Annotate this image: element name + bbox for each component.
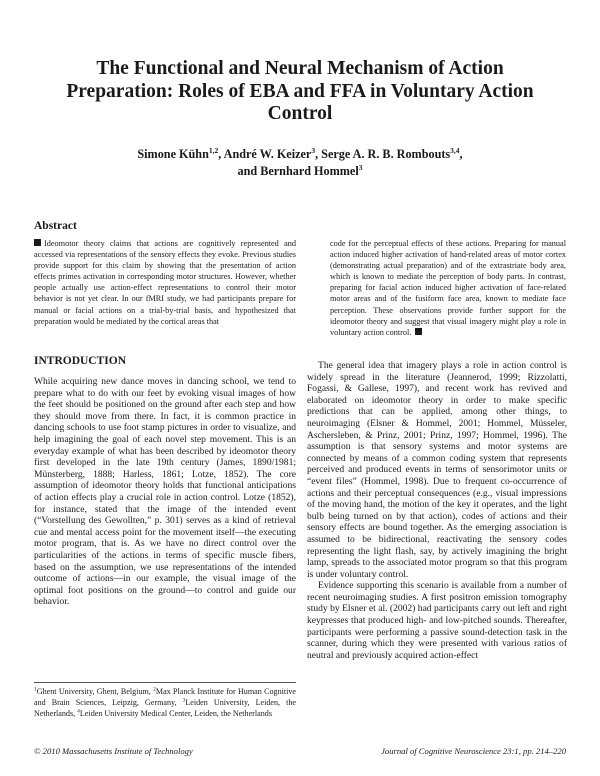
author-affiliation-sup: 1,2	[208, 145, 219, 155]
journal-citation-footer: Journal of Cognitive Neuroscience 23:1, pp. 214–220	[381, 746, 566, 756]
affiliation-footnote	[34, 682, 296, 719]
footnote-text: Leiden University, Leiden, the Netherlands,	[34, 698, 296, 718]
footnote-text: Max Planck Institute for Human Cognitive and Brain Sciences, Leipzig, Germany,	[34, 687, 297, 707]
abstract-column-left	[34, 238, 296, 327]
footnote-sup: 2	[153, 686, 156, 693]
body-column-right	[307, 360, 567, 661]
author-name: Bernhard Hommel	[260, 164, 359, 178]
abstract-heading: Abstract	[34, 220, 77, 232]
author-name: Simone Kühn	[137, 147, 209, 161]
square-end-mark-icon	[415, 328, 422, 335]
body-paragraph: The general idea that imagery plays a role in action control is widely spread in the literature (Jeannerod, 1999; Rizzolatti, Fogassi, & Gallese, 1997), and recent work has revived and elaborated on ideomotor theory in order to make specific predictions that can be applied, among other things, to neuroimaging (Elsner & Hommel, 2001; Hommel, Müsseler, Aschersleben, & Prinz, 2001; Prinz, 1997; Hommel, 1996). The assumption is that sensory systems and motor systems are connected by means of a common coding system that represents perceived and produced events in terms of sensorimotor units or “event files” (Hommel, 1998). Due to frequent co-occurrence of actions and their perceptual consequences (e.g., visual impressions of the moving hand, the motion of the key it operates, and the light bulb being turned on by that action), codes of actions and their sensory effects are bound together. As the emerging association is assumed to be bidirectional, reactivating the sensory codes representing the light flash, say, by actively imagining the bright lamp, spreads to the associated motor program so that this program is under voluntary control.	[307, 360, 567, 580]
copyright-footer: © 2010 Massachusetts Institute of Technology	[34, 746, 193, 756]
paper-title: The Functional and Neural Mechanism of Action Preparation: Roles of EBA and FFA in Voluntary Action Control	[66, 58, 534, 124]
author-name: André W. Keizer	[223, 147, 312, 161]
square-bullet-icon	[34, 239, 41, 246]
author-name: Serge A. R. B. Rombouts	[321, 147, 451, 161]
abstract-text-left: Ideomotor theory claims that actions are cognitively represented and accessed via representations of the sensory effects they evoke. Previous studies provide support for this claim by showing that the presentation of action effects primes activation in corresponding motor structures. However, whether people actually use action-effect representations to control their motor behavior is not yet clear. In our fMRI study, we had participants prepare for manual or facial actions on a trial-by-trial basis, and hypothesized that preparation would be mediated by the cortical areas that	[34, 239, 296, 326]
abstract-text-right: code for the perceptual effects of these actions. Preparing for manual action induced higher activation of hand-related areas of motor cortex (demonstrating actual preparation) and of the extrastriate body area, which is known to mediate the perception of body parts. In contrast, preparing for facial action induced higher activation of face-related motor areas and of the fusiform face area, known to mediate face perception. These observations provide further support for the ideomotor theory and suggest that visual imagery might play a role in voluntary action control.	[330, 239, 566, 337]
body-paragraph: While acquiring new dance moves in dancing school, we tend to prepare what to do with our feet by evoking visual images of how the feet should be positioned on the ground after each step and how they should move from there. In fact, it is common practice in dancing schools to use foot stamp pictures in order to visualize, and help imagining the goal of each novel step movement. This is an everyday example of what has been described by ideomotor theory first developed in the late 19th century (James, 1890/1981; Münsterberg, 1888; Harless, 1861; Lotze, 1852). The core assumption of ideomotor theory holds that functional anticipations of action effects play a crucial role in action control. Lotze (1852), for instance, stated that the image of the intended event (“Vorstellung des Gewollten,” p. 301) serves as a kind of retrieval cue and mental access point for the movement itself—the executing motor program, that is. As we have no direct control over the particularities of the actions in terms of specific muscle fibers, based on the assumption, we use representations of the intended outcome of actions—in our example, the visual image of the optimal foot positions on the ground—to control and guide our behavior.	[34, 376, 296, 608]
abstract-column-right	[330, 238, 566, 338]
author-list: Simone Kühn$^{1,2}$, André W. Keizer$^3$, Serge A. R. B. Rombouts$^{3,4}$, and Bernhard Hommel$^3$	[137, 145, 463, 178]
body-column-left	[34, 376, 296, 608]
footnote-text: Leiden University Medical Center, Leiden, the Netherlands	[79, 709, 272, 718]
footnote-sup: 3	[182, 697, 186, 704]
body-paragraph: Evidence supporting this scenario is available from a number of recent neuroimaging studies. A first positron emission tomography study by Elsner et al. (2002) had participants carry out left and right keypresses that produced high- and low-pitched sounds. Thereafter, participants were performing a passive sound-detection task in the scanner, during which they were presented with various ratios of neutral and previously acquired action-effect	[307, 580, 567, 661]
author-affiliation-sup: 3	[311, 145, 316, 155]
footnote-sup: 1	[34, 686, 37, 693]
footnote-sup: 4	[77, 708, 80, 715]
author-affiliation-sup: 3	[358, 162, 363, 172]
introduction-heading: INTRODUCTION	[34, 355, 127, 367]
author-affiliation-sup: 3,4	[450, 145, 460, 155]
footnote-text: Ghent University, Ghent, Belgium,	[36, 687, 154, 696]
